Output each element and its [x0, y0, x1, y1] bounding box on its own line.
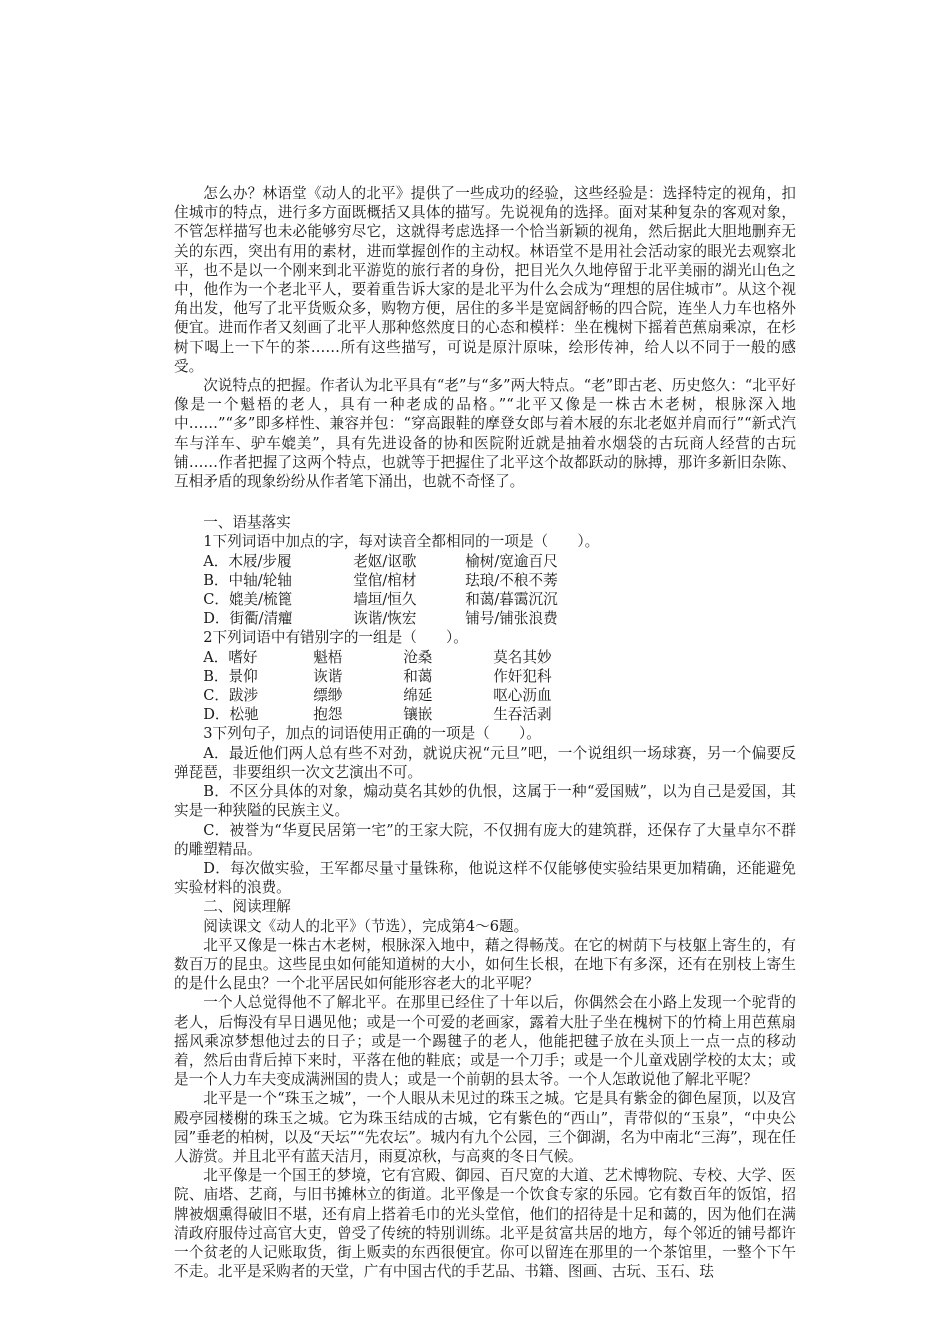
reading-paragraph-1: 北平又像是一株古木老树，根脉深入地中，藉之得畅茂。在它的树荫下与枝躯上寄生的，有数百万的昆虫。这些昆虫如何能知道树的大小，如何生长根，在地下有多深，还有在别枝上寄生的是什么昆虫？一个北平居民如何能形容老大的北平呢？	[174, 936, 796, 993]
option-cell: D．街衢/清癯	[203, 610, 293, 628]
option-cell: A．嗜好	[203, 648, 258, 666]
intro-paragraph-2: 次说特点的把握。作者认为北平具有“老”与“多”两大特点。“老”即古老、历史悠久：“北平好像是一个魁梧的老人，具有一种老成的品格。”“北平又像是一株古木老树，根脉深入地中……”“多”即多样性、兼容并包：“穿高跟鞋的摩登女郎与着木屐的东北老妪并肩而行”“新式汽车与洋车、驴车媲美”，具有先进设备的协和医院附近就是抽着水烟袋的古玩商人经营的古玩铺……作者把握了这两个特点，也就等于把握住了北平这个故都跃动的脉搏，那许多新旧杂陈、互相矛盾的现象纷纷从作者笔下涌出，也就不奇怪了。	[174, 377, 796, 491]
question-2-stem: 2下列词语中有错别字的一组是（ ）。	[203, 629, 468, 647]
section-2-title: 二、阅读理解	[203, 898, 291, 916]
reading-paragraph-2: 一个人总觉得他不了解北平。在那里已经住了十年以后，你偶然会在小路上发现一个驼背的老人，后悔没有早日遇见他；或是一个可爱的老画家，露着大肚子坐在槐树下的竹椅上用芭蕉扇摇风乘凉梦想他过去的日子；或是一个踢毽子的老人，他能把毽子放在头顶上一点一点的移动着，然后由背后掉下来时，平落在他的鞋底；或是一个刀手；或是一个儿童戏剧学校的太太；或是一个人力车夫变成满洲国的贵人；或是一个前朝的县太爷。一个人怎敢说他了解北平呢？	[174, 994, 796, 1089]
reading-paragraph-3: 北平是一个“珠玉之城”，一个人眼从未见过的珠玉之城。它是具有紫金的御色屋顶，以及宫殿亭园楼榭的珠玉之城。它为珠玉结成的古城，它有紫色的“西山”，青带似的“玉泉”，“中央公园”垂老的柏树，以及“天坛”“先农坛”。城内有九个公园，三个御湖，名为中南北“三海”，现在任人游赏。并且北平有蓝天洁月，雨夏凉秋，与高爽的冬日气候。	[174, 1090, 796, 1165]
option-cell: 珐琅/不稂不莠	[465, 571, 558, 589]
question-3-option-d: D．每次做实验，王军都尽量寸量铢称，他说这样不仅能够使实验结果更加精确，还能避免实验材料的浪费。	[174, 859, 796, 897]
option-cell: 老妪/讴歌	[353, 552, 417, 570]
option-cell: 铺号/铺张浪费	[465, 610, 558, 628]
option-cell: D．松驰	[203, 706, 259, 724]
option-cell: 镶嵌	[403, 706, 433, 724]
section-1-title: 一、语基落实	[203, 514, 291, 532]
option-cell: 抱怨	[313, 706, 343, 724]
option-cell: 魁梧	[313, 648, 343, 666]
question-1-stem: 1下列词语中加点的字，每对读音全都相同的一项是（ ）。	[203, 533, 600, 551]
question-3-option-c: C．被誉为“华夏民居第一宅”的王家大院，不仅拥有庞大的建筑群，还保存了大量卓尔不群的雕塑精品。	[174, 821, 796, 858]
question-3-option-a: A．最近他们两人总有些不对劲，就说庆祝“元旦”吧，一个说组织一场球赛，另一个偏要反弹琵琶，非要组织一次文艺演出不可。	[174, 744, 796, 781]
option-cell: A．木屐/步履	[203, 552, 292, 570]
option-cell: C．媲美/梳篦	[203, 591, 293, 609]
option-cell: 和蔼/暮霭沉沉	[465, 591, 558, 609]
option-cell: 绵延	[403, 687, 433, 705]
option-cell: 缥缈	[313, 687, 343, 705]
option-cell: 沧桑	[403, 648, 433, 666]
option-cell: 墙垣/恒久	[353, 591, 417, 609]
option-cell: 诙谐	[313, 667, 343, 685]
option-cell: 生吞活剥	[493, 706, 552, 724]
intro-paragraph-1: 怎么办？林语堂《动人的北平》提供了一些成功的经验，这些经验是：选择特定的视角，扣住城市的特点，进行多方面既概括又具体的描写。先说视角的选择。面对某种复杂的客观对象，不管怎样描写也未必能够穷尽它，这就得考虑选择一个恰当新颖的视角，然后据此大胆地删弃无关的东西，突出有用的素材，进而掌握创作的主动权。林语堂不是用社会活动家的眼光去观察北平，也不是以一个刚来到北平游览的旅行者的身份，把目光久久地停留于北平美丽的湖光山色之中，他作为一个老北平人，要着重告诉大家的是北平为什么会成为“理想的居住城市”。从这个视角出发，他写了北平货贩众多，购物方便，居住的多半是宽阔舒畅的四合院，连坐人力车也格外便宜。进而作者又刻画了北平人那种悠然度日的心态和模样：坐在槐树下摇着芭蕉扇乘凉，在杉树下喝上一下午的茶……所有这些描写，可说是原汁原味，绘形传神，给人以不同于一般的感受。	[174, 185, 796, 375]
option-cell: 和蔼	[403, 667, 433, 685]
option-cell: 诙谐/恢宏	[353, 610, 417, 628]
option-cell: B．景仰	[203, 667, 258, 685]
question-1-option-c	[174, 590, 796, 609]
option-cell: 莫名其妙	[493, 648, 552, 666]
option-cell: C．跋涉	[203, 687, 259, 705]
question-2-option-a	[174, 648, 796, 667]
question-3-stem: 3下列句子，加点的词语使用正确的一项是（ ）。	[203, 725, 541, 743]
option-cell: 作奸犯科	[493, 667, 552, 685]
question-1-option-a	[174, 552, 796, 571]
question-1-option-b	[174, 571, 796, 590]
question-3-option-b: B．不区分具体的对象，煽动莫名其妙的仇恨，这属于一种“爱国贼”，以为自己是爱国，其实是一种狭隘的民族主义。	[174, 783, 796, 820]
question-1-option-d	[174, 609, 796, 628]
question-2-option-b	[174, 667, 796, 686]
question-2-option-c	[174, 686, 796, 705]
section-2-intro: 阅读课文《动人的北平》（节选），完成第4～6题。	[203, 917, 529, 935]
reading-paragraph-4: 北平像是一个国王的梦境，它有宫殿、御园、百尺宽的大道、艺术博物院、专校、大学、医院、庙塔、艺商，与旧书摊林立的街道。北平像是一个饮食专家的乐园。它有数百年的饭馆，招牌被烟熏得破旧不堪，还有肩上搭着毛巾的光头堂倌，他们的招待是十足和蔼的，因为他们在满清政府服侍过高官大吏，曾受了传统的特别训练。北平是贫富共居的地方，每个邻近的铺号都许一个贫老的人记账取货，街上贩卖的东西很便宜。你可以留连在那里的一个茶馆里，一整个下午不走。北平是采购者的天堂，广有中国古代的手艺品、书籍、图画、古玩、玉石、珐	[174, 1167, 796, 1281]
question-2-option-d	[174, 705, 796, 724]
option-cell: 呕心沥血	[493, 687, 552, 705]
option-cell: B．中轴/轮轴	[203, 571, 292, 589]
option-cell: 榆树/宽逾百尺	[465, 552, 558, 570]
option-cell: 堂倌/棺材	[353, 571, 417, 589]
document-page	[174, 184, 796, 1281]
